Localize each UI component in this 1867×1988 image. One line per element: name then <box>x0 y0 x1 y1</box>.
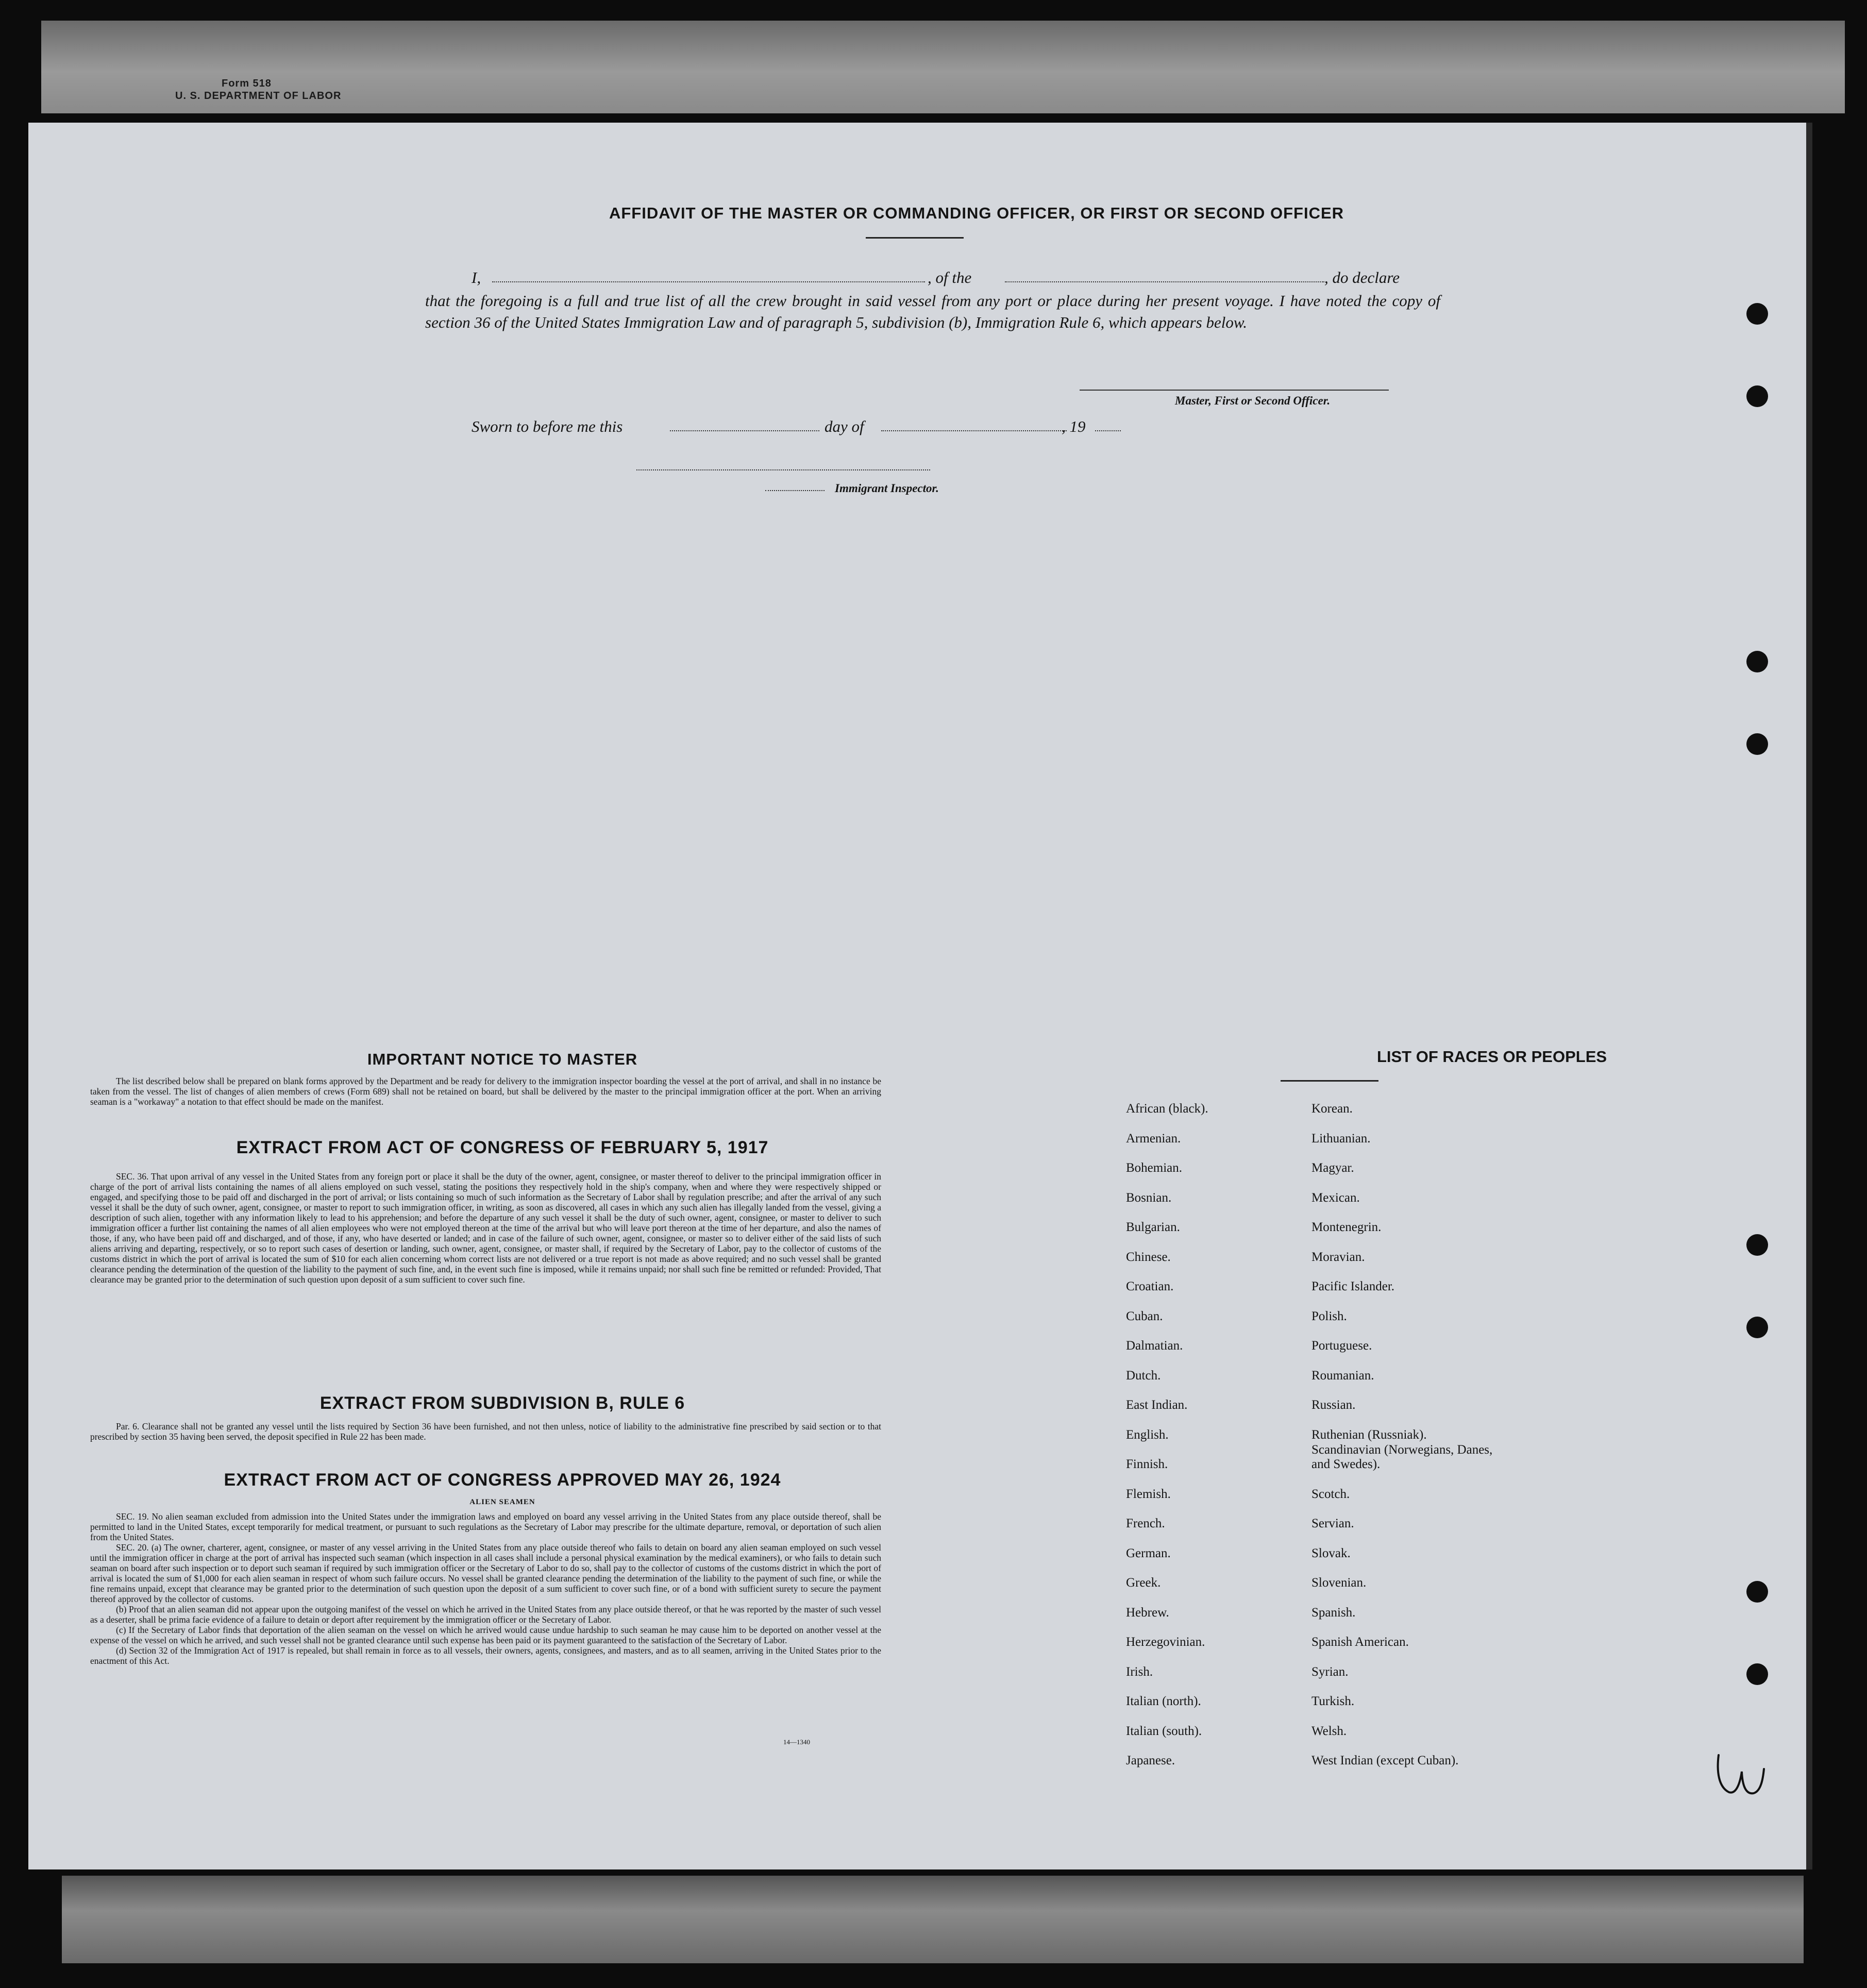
form-label: Form 518 <box>222 78 272 89</box>
race-item: Scotch. <box>1311 1487 1350 1501</box>
binder-hole <box>1746 1234 1768 1256</box>
race-item: Slovenian. <box>1311 1576 1367 1590</box>
race-item: Flemish. <box>1126 1487 1171 1501</box>
notice-title: IMPORTANT NOTICE TO MASTER <box>367 1050 638 1068</box>
binder-hole <box>1746 385 1768 407</box>
race-item: Irish. <box>1126 1664 1153 1679</box>
sworn-day-blank <box>670 430 819 431</box>
master-signature-label: Master, First or Second Officer. <box>1175 394 1331 407</box>
affidavit-declaration: that the foregoing is a full and true list of all the crew brought in said vessel from any port or place during her present voyage. I have noted the copy of section 36 of the United States Immigration Law and of paragraph 5, subdivision (b), Immigration Rule 6, which appears below. <box>425 292 1440 331</box>
race-item: Magyar. <box>1311 1161 1354 1175</box>
sec20d-paragraph: (d) Section 32 of the Immigration Act of 1917 is repealed, but shall remain in force as to all vessels, their owners, agents, consignees, and masters, and as to all seamen, arriving in the United States prior to the enactment of this Act. <box>90 1645 881 1666</box>
extract-rule6-paragraph: Par. 6. Clearance shall not be granted any vessel until the lists required by Section 36 have been furnished, and not then unless, notice of liability to the administrative fine prescribed by said section or to that prescribed by section 35 having been served, the deposit specified in Rule 22 has been made. <box>90 1421 881 1442</box>
print-code: 14—1340 <box>783 1738 810 1746</box>
inspector-short-line <box>765 490 825 491</box>
race-item: Bulgarian. <box>1126 1220 1180 1234</box>
race-item: Greek. <box>1126 1576 1161 1590</box>
alien-seamen-subtitle: ALIEN SEAMEN <box>469 1498 535 1506</box>
race-item: Spanish American. <box>1311 1635 1409 1649</box>
name-blank-line <box>492 281 925 282</box>
race-item: Montenegrin. <box>1311 1220 1382 1234</box>
under-sheet-label <box>175 77 341 102</box>
affidavit-do-declare: , do declare <box>1324 268 1400 287</box>
race-item: Lithuanian. <box>1311 1131 1371 1145</box>
race-item: Pacific Islander. <box>1311 1279 1395 1293</box>
extract-1924-text <box>90 1511 881 1666</box>
races-title-underline <box>1281 1080 1378 1082</box>
extract-rule6-text <box>90 1421 881 1442</box>
race-item: Herzegovinian. <box>1126 1635 1205 1649</box>
race-item: French. <box>1126 1517 1165 1530</box>
race-item: German. <box>1126 1546 1171 1560</box>
race-item: Ruthenian (Russniak). <box>1311 1427 1427 1442</box>
race-item: Portuguese. <box>1311 1339 1372 1353</box>
binder-hole <box>1746 733 1768 755</box>
inspector-label: Immigrant Inspector. <box>835 482 939 495</box>
extract-1917-paragraph: SEC. 36. That upon arrival of any vessel in the United States from any foreign port or place it shall be the duty of the owner, agent, consignee, or master thereof to deliver to the principal immigration officer in charge of the port of arrival lists containing the names of all aliens employed on such vessel, stating the positions they respectively hold in the ship's company, when and where they were respectively shipped or engaged, and specifying those to be paid off and discharged in the port of arrival; or lists containing so much of such information as the Secretary of Labor shall by regulation prescribe; and after the arrival of any such vessel it shall be the duty of such owner, agent, consignee, or master to report to such immigration officer, in writing, as soon as discovered, all cases in which any such alien has illegally landed from the vessel, giving a description of such alien, together with any information likely to lead to his apprehension; and before the departure of any such vessel it shall be the duty of such owner, agent, consignee, or master to deliver to such immigration officer a further list containing the names of all alien employees who were not employed thereon at the time of the arrival but who will leave port thereon at the time of her departure, and also the names of those, if any, who have been paid off and discharged, and of those, if any, who have deserted or landed; and in case of the failure of such owner, agent, consignee, or master so to deliver either of the said lists of such aliens arriving and departing, respectively, or so to report such cases of desertion or landing, such owner, agent, consignee, or master shall, if required by the Secretary of Labor, pay to the collector of customs of the customs district in which the port of arrival is located the sum of $10 for each alien concerning whom correct lists are not delivered or a true report is not made as above required; and no such vessel shall be granted clearance pending the determination of the question of the liability to the payment of such fine, and, in the event such fine is imposed, while it remains unpaid; nor shall such fine be remitted or refunded: Provided, That clearance may be granted prior to the determination of such question upon deposit of a sum sufficient to cover such fine. <box>90 1171 881 1285</box>
dept-label: U. S. DEPARTMENT OF LABOR <box>175 90 342 102</box>
race-item: African (black). <box>1126 1102 1208 1116</box>
affidavit-i-label: I, <box>472 268 481 287</box>
race-item: Syrian. <box>1311 1664 1349 1679</box>
race-item: Finnish. <box>1126 1457 1168 1471</box>
notice-text <box>90 1076 881 1107</box>
inspector-signature-line <box>636 469 930 470</box>
affidavit-title: AFFIDAVIT OF THE MASTER OR COMMANDING OFFICER, OR FIRST OR SECOND OFFICER <box>609 204 1344 222</box>
binder-hole <box>1746 303 1768 325</box>
race-item: West Indian (except Cuban). <box>1311 1754 1459 1767</box>
race-item: Chinese. <box>1126 1250 1171 1264</box>
races-title <box>1183 1048 1801 1066</box>
race-item: Bohemian. <box>1126 1161 1183 1175</box>
master-signature-line <box>1080 390 1389 391</box>
sec19-paragraph: SEC. 19. No alien seaman excluded from admission into the United States under the immigration laws and employed on board any vessel arriving in the United States from any place outside thereof, shall be permitted to land in the United States, except temporarily for medical treatment, or pursuant to such regulations as the Secretary of Labor may prescribe for the ultimate departure, removal, or deportation of such alien from the United States. <box>90 1511 881 1542</box>
handwritten-mark <box>1713 1751 1775 1808</box>
race-item: East Indian. <box>1126 1398 1188 1412</box>
race-item: Croatian. <box>1126 1279 1174 1293</box>
race-item: Russian. <box>1311 1398 1356 1412</box>
title-underline <box>866 237 964 239</box>
race-item: Mexican. <box>1311 1190 1360 1205</box>
race-item: Moravian. <box>1311 1250 1365 1264</box>
notice-paragraph: The list described below shall be prepared on blank forms approved by the Department and be ready for delivery to the immigration inspector boarding the vessel at the port of arrival, and shall in no instance be taken from the vessel. The list of changes of alien members of crews (Form 689) shall not be retained on board, but shall be delivered by the master to the principal immigration officer at the port. When an arriving seaman is a "workaway" a notation to that effect should be made on the manifest. <box>90 1076 881 1107</box>
bottom-under-sheet <box>62 1876 1804 1963</box>
binder-hole <box>1746 651 1768 672</box>
binder-hole <box>1746 1317 1768 1338</box>
binder-hole <box>1746 1663 1768 1685</box>
extract-1917-text <box>90 1171 881 1285</box>
extract-1924-title: EXTRACT FROM ACT OF CONGRESS APPROVED MAY 26, 1924 <box>224 1470 781 1490</box>
race-item: Roumanian. <box>1311 1368 1374 1383</box>
sworn-year-blank <box>1095 430 1121 431</box>
race-item: Armenian. <box>1126 1131 1181 1145</box>
race-item: Slovak. <box>1311 1546 1351 1560</box>
race-item: Italian (north). <box>1126 1694 1201 1708</box>
race-item: Dalmatian. <box>1126 1339 1183 1353</box>
race-item: Hebrew. <box>1126 1605 1169 1620</box>
sec20b-paragraph: (b) Proof that an alien seaman did not appear upon the outgoing manifest of the vessel on which he arrived in the United States from any place outside thereof, or that he was reported by the master of such vessel as a deserter, shall be prima facie evidence of a failure to detain or deport after requirement by the immigration officer or the Secretary of Labor. <box>90 1604 881 1625</box>
race-item: Bosnian. <box>1126 1190 1172 1205</box>
extract-rule6-title: EXTRACT FROM SUBDIVISION B, RULE 6 <box>319 1393 685 1413</box>
race-item: English. <box>1126 1427 1169 1442</box>
race-item: Turkish. <box>1311 1694 1355 1708</box>
race-item: Spanish. <box>1311 1605 1356 1620</box>
race-item: Italian (south). <box>1126 1724 1202 1738</box>
race-item: Welsh. <box>1311 1724 1347 1738</box>
binder-hole <box>1746 1581 1768 1603</box>
sworn-text: Sworn to before me this <box>472 417 623 435</box>
document-page <box>28 123 1812 1869</box>
vessel-blank-line <box>1005 281 1324 282</box>
race-item: Japanese. <box>1126 1754 1175 1767</box>
race-item: Cuban. <box>1126 1309 1163 1323</box>
extract-1917-title: EXTRACT FROM ACT OF CONGRESS OF FEBRUARY 5, 1917 <box>236 1138 769 1157</box>
race-item: Korean. <box>1311 1102 1353 1116</box>
sec20c-paragraph: (c) If the Secretary of Labor finds that deportation of the alien seaman on the vessel on which he arrived would cause undue hardship to such seaman he may cause him to be deported on another vessel at the expense of the vessel on which he arrived, and such vessel shall not be granted clearance until such expense has been paid or its payment guaranteed to the satisfaction of the Secretary of Labor. <box>90 1625 881 1645</box>
day-of-text: day of <box>825 417 864 435</box>
affidavit-of-the: , of the <box>928 268 972 287</box>
race-item: Polish. <box>1311 1309 1347 1323</box>
race-item: Dutch. <box>1126 1368 1161 1383</box>
year-text: , 19 <box>1062 417 1086 435</box>
races-title-text: LIST OF RACES OR PEOPLES <box>1376 1048 1607 1066</box>
sec20a-paragraph: SEC. 20. (a) The owner, charterer, agent, consignee, or master of any vessel arriving in the United States from any place outside thereof who fails to detain on board any alien seaman employed on such vessel until the immigration officer in charge at the port of arrival has inspected such seaman (which inspection in all cases shall include a personal physical examination by the medical examiners), or who fails to detain such seaman on board after such inspection or to deport such seaman if required by such immigration officer or the Secretary of Labor to do so, shall pay to the collector of customs of the customs district in which the port of arrival is located the sum of $1,000 for each alien seaman in respect of whom such failure occurs. No vessel shall be granted clearance pending the determination of the liability to the payment of such fine, or while the fine remains unpaid, except that clearance may be granted prior to the determination of such question upon the deposit of a sum sufficient to cover such fine, or of a bond with sufficient surety to secure the payment thereof approved by the collector of customs. <box>90 1542 881 1604</box>
sworn-month-blank <box>881 430 1067 431</box>
race-item: Scandinavian (Norwegians, Danes, and Swedes). <box>1311 1443 1493 1471</box>
race-item: Servian. <box>1311 1517 1354 1530</box>
